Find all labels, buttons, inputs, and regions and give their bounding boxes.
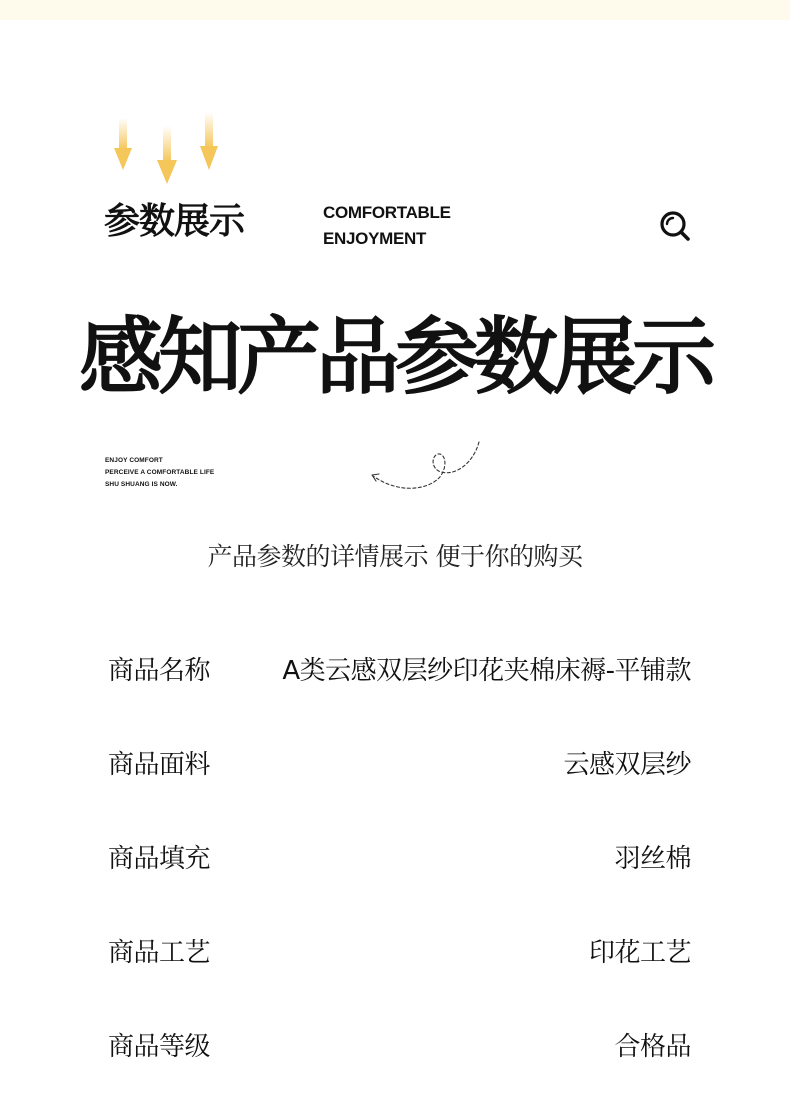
param-row-craft [108, 932, 691, 1026]
param-value: 合格品 [614, 1032, 691, 1062]
tagline-line-2: ENJOYMENT [323, 229, 427, 248]
param-label: 商品工艺 [108, 938, 211, 968]
param-value: 羽丝棉 [614, 844, 691, 874]
param-row-filling [108, 838, 691, 932]
small-copy-line-1: ENJOY COMFORT [105, 457, 163, 464]
dashed-curve-arrow-icon [365, 438, 490, 498]
param-value: A类云感双层纱印花夹棉床褥-平铺款 [282, 656, 691, 686]
params-table [108, 650, 691, 1120]
section-title: 参数展示 [104, 201, 245, 242]
down-arrows-icon [108, 112, 228, 192]
small-copy [105, 455, 214, 491]
top-strip [0, 0, 790, 20]
tagline-line-1: COMFORTABLE [323, 203, 451, 222]
hero-title: 感知产品参数展示 [78, 308, 711, 406]
param-row-name [108, 650, 691, 696]
small-copy-line-3: SHU SHUANG IS NOW. [105, 481, 178, 488]
tagline [323, 200, 451, 252]
small-copy-line-2: PERCEIVE A COMFORTABLE LIFE [105, 469, 215, 476]
param-label: 商品等级 [108, 1032, 211, 1062]
subtitle: 产品参数的详情展示 便于你的购买 [207, 542, 583, 571]
param-label: 商品名称 [108, 656, 211, 686]
param-value: 印花工艺 [588, 938, 691, 968]
search-icon[interactable] [657, 208, 693, 244]
param-label: 商品填充 [108, 844, 211, 874]
param-row-fabric [108, 744, 691, 838]
param-row-grade [108, 1026, 691, 1120]
param-label: 商品面料 [108, 750, 211, 780]
param-value: 云感双层纱 [563, 750, 691, 780]
